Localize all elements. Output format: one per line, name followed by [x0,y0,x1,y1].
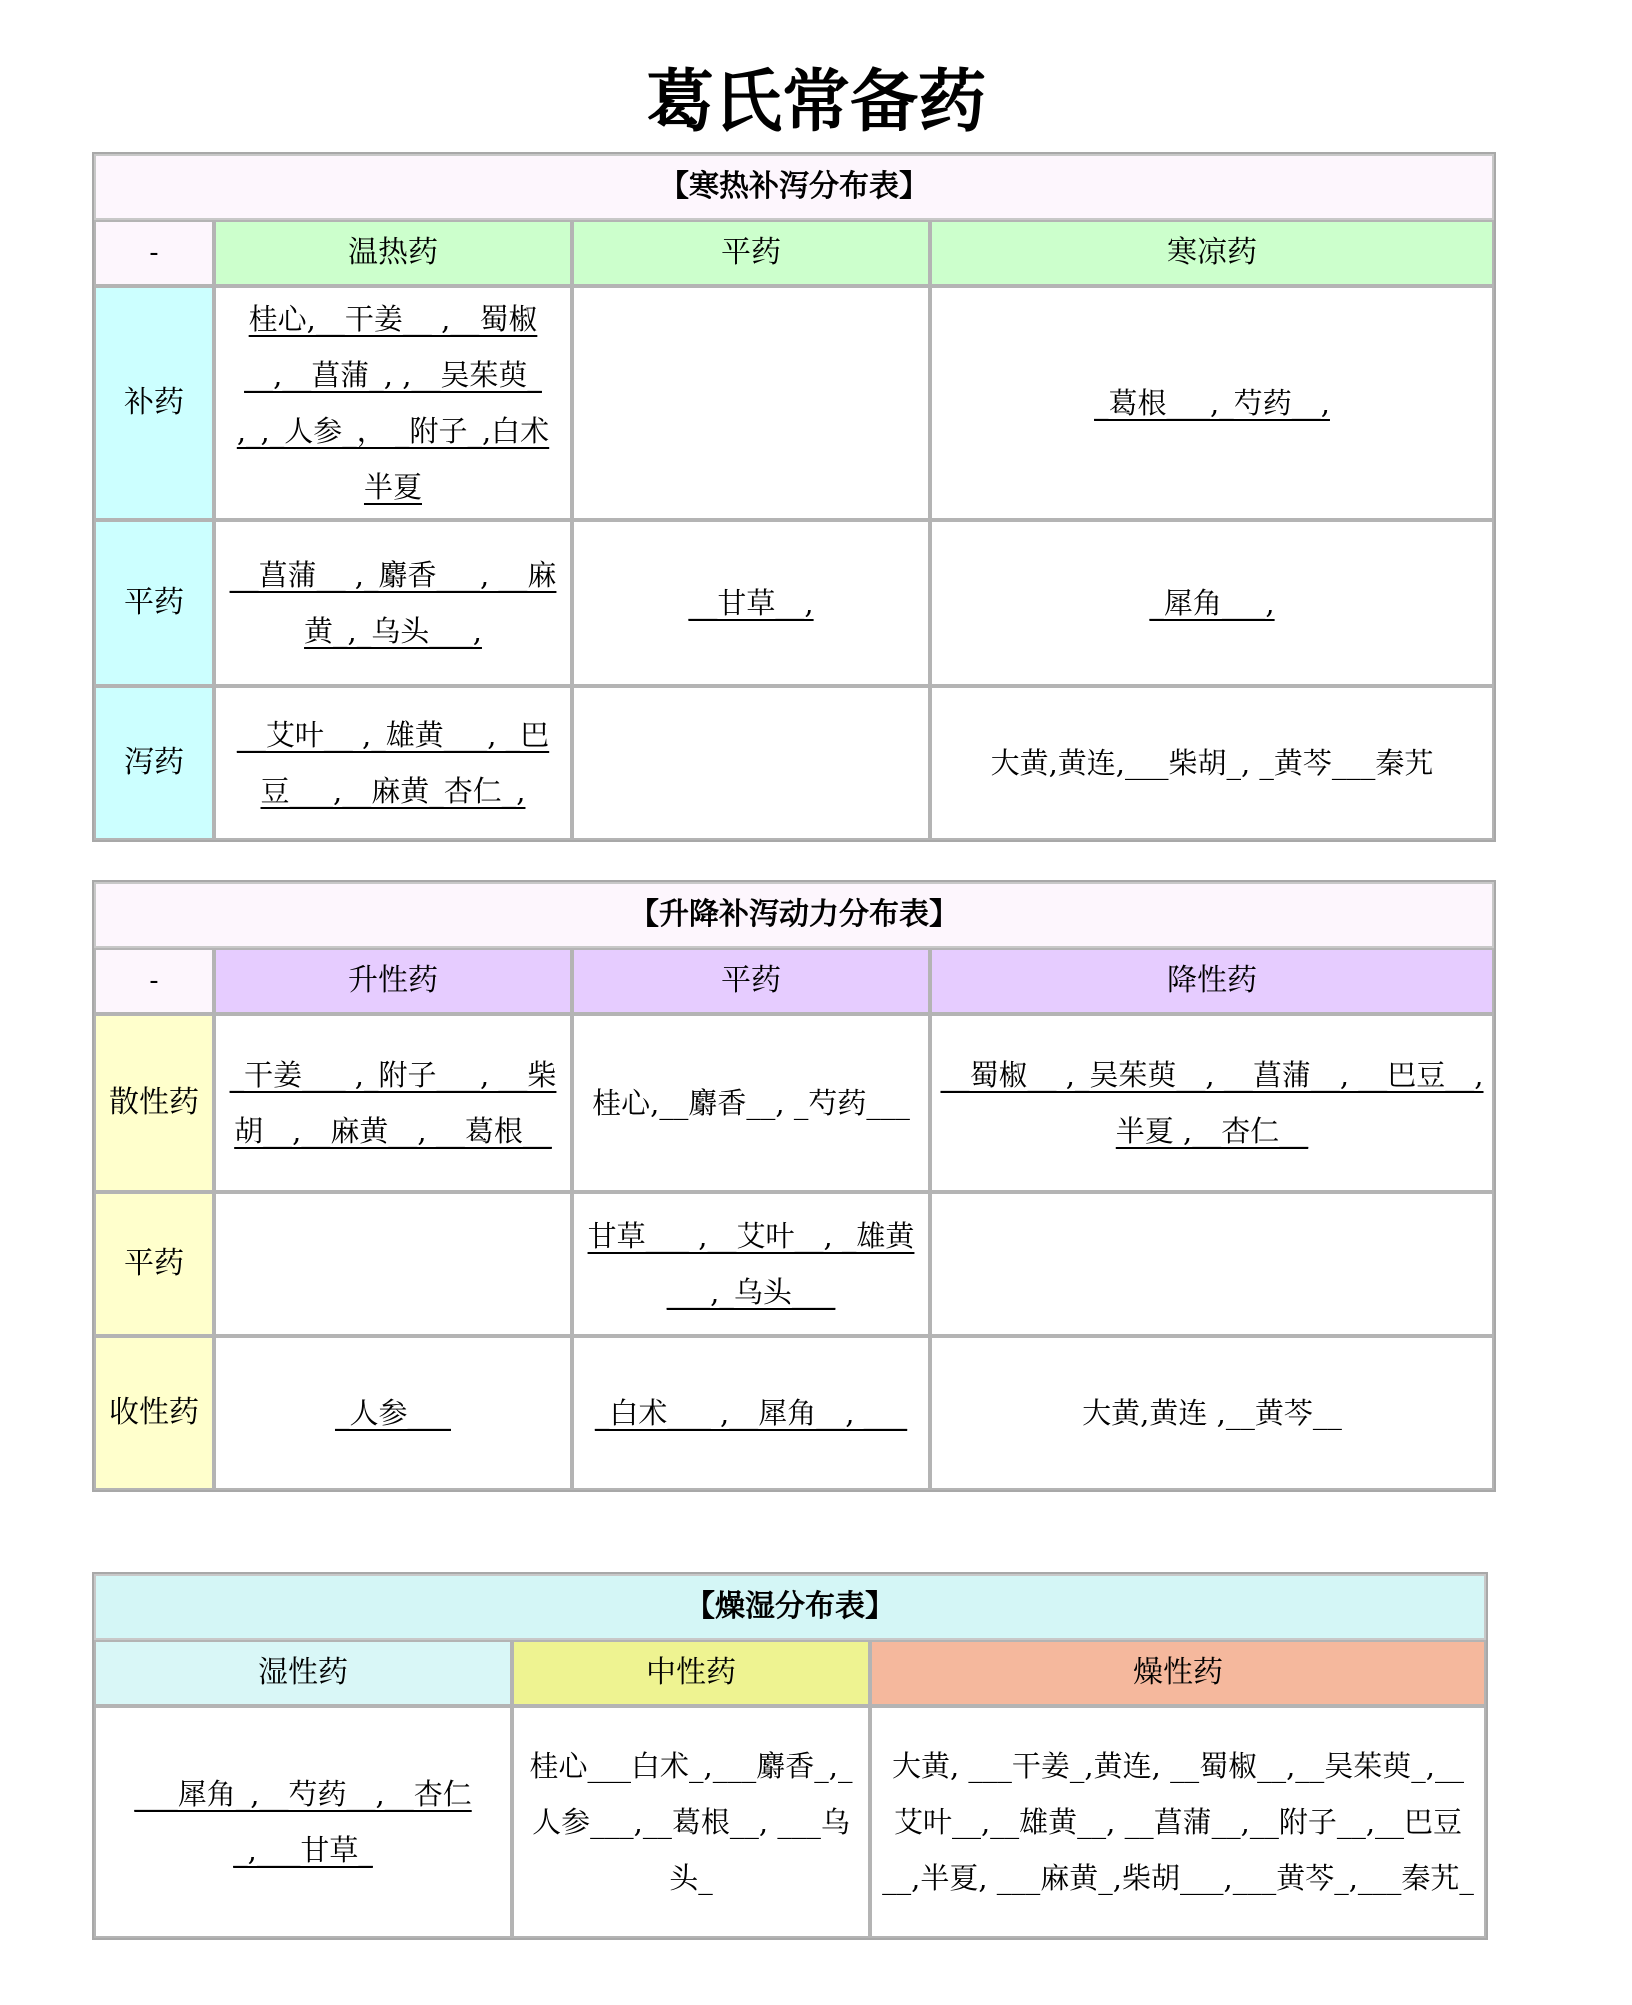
corner-cell: - [94,220,214,286]
ascend-descend-table [92,880,1496,1492]
row-header: 平药 [94,520,214,686]
table-caption: 【燥湿分布表】 [94,1574,1486,1640]
table-caption: 【升降补泻动力分布表】 [94,882,1494,948]
column-header: 升性药 [214,948,572,1014]
table-caption: 【寒热补泻分布表】 [94,154,1494,220]
row-header: 泻药 [94,686,214,840]
page-title: 葛氏常备药 [645,63,986,142]
dry-damp-table [92,1572,1488,1940]
column-header: 燥性药 [870,1640,1486,1706]
table-cell [214,1192,572,1336]
table-cell [930,1192,1494,1336]
column-header: 平药 [572,948,930,1014]
column-header: 湿性药 [94,1640,512,1706]
row-header: 散性药 [94,1014,214,1192]
table-cell: __甘草__, [572,520,930,686]
row-header: 补药 [94,286,214,520]
table-cell: __菖蒲__ ,_麝香___, __麻黄_,_乌头___, [214,520,572,686]
table-cell: _干姜___ ,_附子___, __柴胡__,__麻黄__, __葛根__ [214,1014,572,1192]
corner-cell: - [94,948,214,1014]
table-cell: ___犀角_,__芍药__,__杏仁 _,___甘草_ [94,1706,512,1938]
column-header: 温热药 [214,220,572,286]
table-cell: 大黄,黄连 ,__黄芩__ [930,1336,1494,1490]
row-header: 收性药 [94,1336,214,1490]
table-cell: 甘草___ ,__艾叶__, _雄黄___,_乌头___ [572,1192,930,1336]
table-cell: _犀角___, [930,520,1494,686]
table-cell [572,686,930,840]
table-cell: 桂心,__干姜__ ,__蜀椒__,__菖蒲_, ,__吴茱萸_ ,_,_人参_， _附子_,白术半夏 [214,286,572,520]
table-cell: _人参___ [214,1336,572,1490]
table-cell: _葛根___,_芍药__, [930,286,1494,520]
table-cell: __艾叶__ ,_雄黄___, _巴豆___,__麻黄_杏仁_, [214,686,572,840]
table-cell: 大黄, ___干姜_,黄连, __蜀椒__,__吴茱萸_,__艾叶__,__雄黄__, __菖蒲__,__附子__,__巴豆__,半夏, ___麻黄_,柴胡___,___黄芩_,___秦艽_ [870,1706,1486,1938]
row-header: 平药 [94,1192,214,1336]
column-header: 降性药 [930,948,1494,1014]
column-header: 中性药 [512,1640,870,1706]
table-cell: 大黄,黄连,___柴胡_, _黄芩___秦艽 [930,686,1494,840]
table-cell: __蜀椒__ ,_吴茱萸__, __菖蒲__, __巴豆__,半夏 ,__杏仁__ [930,1014,1494,1192]
table-cell: _白术___ ,__犀角__, ___ [572,1336,930,1490]
table-cell: 桂心,__麝香__, _芍药___ [572,1014,930,1192]
cold-heat-table [92,152,1496,842]
column-header: 平药 [572,220,930,286]
table-cell [572,286,930,520]
column-header: 寒凉药 [930,220,1494,286]
table-cell: 桂心___白术_,___麝香_,_人参___,__葛根__, ___乌头_ [512,1706,870,1938]
